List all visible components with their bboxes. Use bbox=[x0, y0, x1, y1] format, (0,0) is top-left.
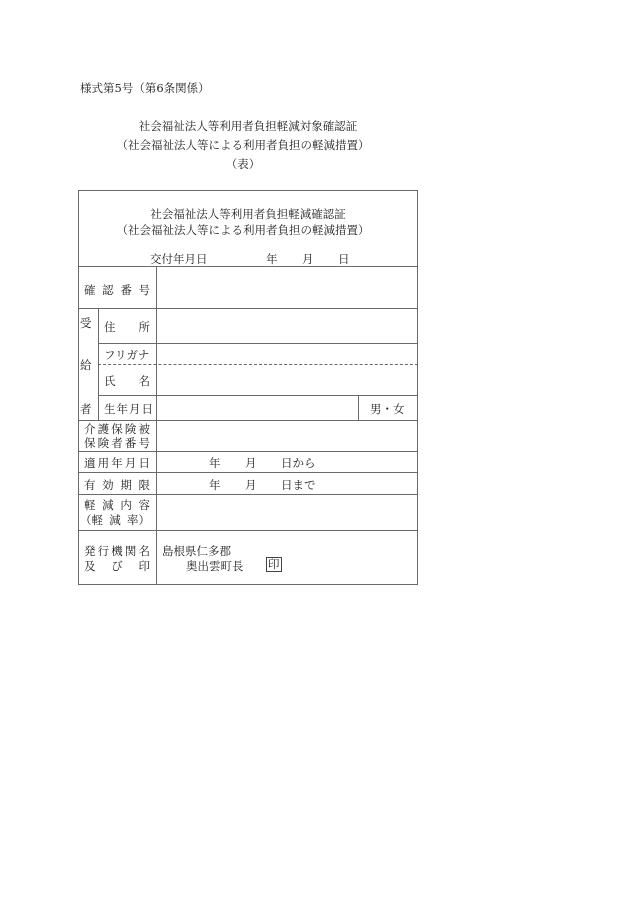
confirm-number-field[interactable] bbox=[157, 267, 417, 308]
insurance-number-label-line1: 介 護 保 険 被 bbox=[84, 422, 150, 436]
expiry-year: 年 bbox=[209, 478, 221, 492]
reduction-field[interactable] bbox=[157, 495, 417, 530]
document-side-label: （表） bbox=[225, 157, 261, 171]
issuer-label-line1: 発 行 機 関 名 bbox=[84, 544, 150, 558]
issuer-prefecture: 島根県仁多郡 bbox=[162, 544, 231, 558]
divider bbox=[78, 451, 418, 452]
expiry-label: 有 効 期 限 bbox=[84, 478, 150, 492]
expiry-month: 月 bbox=[245, 478, 257, 492]
document-title: 社会福祉法人等利用者負担軽減対象確認証 bbox=[138, 119, 358, 133]
start-date-year: 年 bbox=[209, 456, 221, 470]
furigana-label: フリガナ bbox=[104, 348, 150, 362]
name-label: 氏 名 bbox=[104, 374, 150, 388]
card-subheading: （社会福祉法人等による利用者負担の軽減措置） bbox=[116, 223, 370, 237]
issue-date-year: 年 bbox=[266, 252, 278, 266]
divider bbox=[78, 530, 418, 531]
furigana-field[interactable] bbox=[157, 344, 417, 364]
insurance-number-label-line2: 保 険 者 番 号 bbox=[84, 436, 150, 450]
recipient-side-label-2: 給 bbox=[80, 358, 92, 372]
address-label: 住 所 bbox=[104, 320, 150, 334]
confirm-number-label: 確 認 番 号 bbox=[84, 283, 150, 297]
recipient-column-divider bbox=[98, 308, 99, 420]
start-date-day: 日から bbox=[281, 456, 316, 470]
birthdate-label: 生年月日 bbox=[104, 402, 154, 416]
expiry-day: 日まで bbox=[281, 478, 316, 492]
issuer-label-line2: 及 び 印 bbox=[84, 559, 150, 573]
divider bbox=[78, 472, 418, 473]
name-field[interactable] bbox=[157, 365, 417, 395]
address-field[interactable] bbox=[157, 309, 417, 343]
issue-date-day: 日 bbox=[338, 252, 350, 266]
issue-date-month: 月 bbox=[302, 252, 314, 266]
issue-date-label: 交付年月日 bbox=[150, 252, 208, 266]
document-subtitle: （社会福祉法人等による利用者負担の軽減措置） bbox=[116, 138, 370, 152]
gender-option[interactable]: 男・女 bbox=[370, 402, 405, 416]
birthdate-field[interactable] bbox=[157, 396, 357, 420]
insurance-number-field[interactable] bbox=[157, 421, 417, 451]
reduction-label-line1: 軽 減 内 容 bbox=[84, 498, 150, 512]
card-heading: 社会福祉法人等利用者負担軽減確認証 bbox=[150, 207, 346, 221]
start-date-month: 月 bbox=[245, 456, 257, 470]
reduction-label-line2: （軽 減 率） bbox=[80, 513, 150, 527]
gender-column-divider bbox=[358, 395, 359, 420]
seal-mark-icon: 印 bbox=[268, 557, 280, 571]
recipient-side-label-3: 者 bbox=[80, 402, 92, 416]
form-number: 様式第5号（第6条関係） bbox=[80, 81, 210, 95]
start-date-label: 適 用 年 月 日 bbox=[84, 456, 150, 470]
issuer-mayor: 奥出雲町長 bbox=[186, 559, 244, 573]
recipient-side-label-1: 受 bbox=[80, 316, 92, 330]
